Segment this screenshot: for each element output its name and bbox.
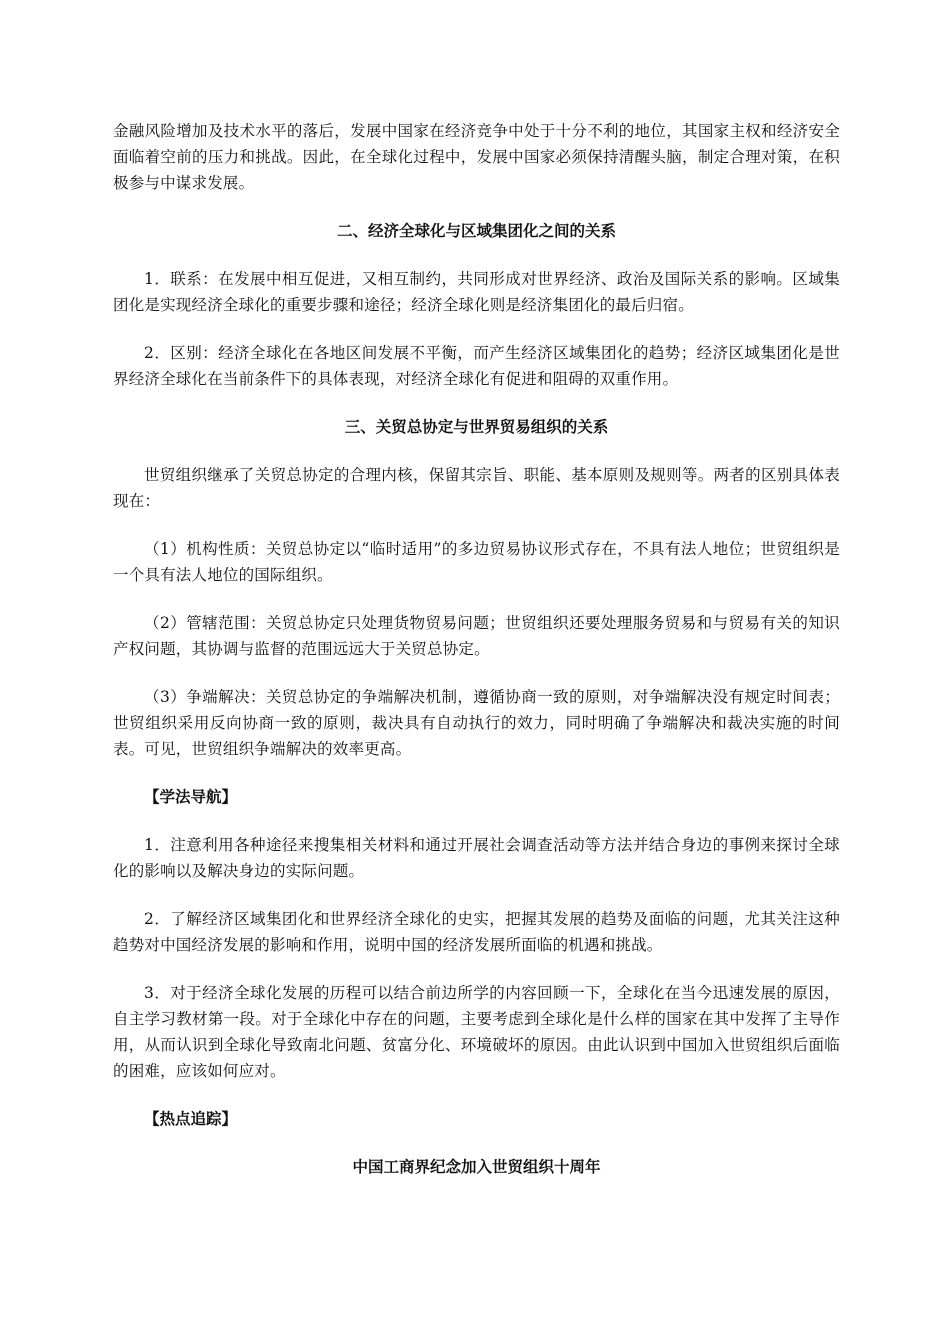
study-guide-heading: 【学法导航】 — [144, 788, 238, 806]
document-page — [113, 118, 840, 1202]
study-guide-paragraph-2: 2．了解经济区域集团化和世界经济全球化的史实，把握其发展的趋势及面临的问题，尤其关注这种趋势对中国经济发展的影响和作用，说明中国的经济发展所面临的机遇和挑战。 — [113, 910, 840, 954]
section-3-heading: 三、关贸总协定与世界贸易组织的关系 — [344, 418, 609, 436]
study-guide-paragraph-3: 3．对于经济全球化发展的历程可以结合前边所学的内容回顾一下，全球化在当今迅速发展的原因，自主学习教材第一段。对于全球化中存在的问题，主要考虑到全球化是什么样的国家在其中发挥了主导作用，从而认识到全球化导致南北问题、贫富分化、环境破坏的原因。由此认识到中国加入世贸组织后面临的困难，应该如何应对。 — [113, 984, 840, 1080]
section-2-paragraph-1: 1．联系：在发展中相互促进，又相互制约，共同形成对世界经济、政治及国际关系的影响。区域集团化是实现经济全球化的重要步骤和途径；经济全球化则是经济集团化的最后归宿。 — [113, 270, 840, 314]
section-3-paragraph-1: 世贸组织继承了关贸总协定的合理内核，保留其宗旨、职能、基本原则及规则等。两者的区别具体表现在： — [113, 466, 840, 510]
article-title: 中国工商界纪念加入世贸组织十周年 — [352, 1158, 601, 1176]
study-guide-paragraph-1: 1．注意利用各种途径来搜集相关材料和通过开展社会调查活动等方法并结合身边的事例来探讨全球化的影响以及解决身边的实际问题。 — [113, 836, 840, 880]
section-3-paragraph-4: （3）争端解决：关贸总协定的争端解决机制，遵循协商一致的原则，对争端解决没有规定时间表；世贸组织采用反向协商一致的原则，裁决具有自动执行的效力，同时明确了争端解决和裁决实施的时间表。可见，世贸组织争端解决的效率更高。 — [113, 688, 840, 758]
hot-topic-heading: 【热点追踪】 — [144, 1110, 238, 1128]
section-3-paragraph-2: （1）机构性质：关贸总协定以“临时适用”的多边贸易协议形式存在，不具有法人地位；世贸组织是一个具有法人地位的国际组织。 — [113, 540, 840, 584]
section-2-heading: 二、经济全球化与区域集团化之间的关系 — [336, 222, 616, 240]
intro-paragraph: 金融风险增加及技术水平的落后，发展中国家在经济竞争中处于十分不利的地位，其国家主权和经济安全面临着空前的压力和挑战。因此，在全球化过程中，发展中国家必须保持清醒头脑，制定合理对策，在积极参与中谋求发展。 — [113, 122, 840, 192]
section-2-paragraph-2: 2．区别：经济全球化在各地区间发展不平衡，而产生经济区域集团化的趋势；经济区域集团化是世界经济全球化在当前条件下的具体表现，对经济全球化有促进和阻碍的双重作用。 — [113, 344, 840, 388]
section-3-paragraph-3: （2）管辖范围：关贸总协定只处理货物贸易问题；世贸组织还要处理服务贸易和与贸易有关的知识产权问题，其协调与监督的范围远远大于关贸总协定。 — [113, 614, 840, 658]
